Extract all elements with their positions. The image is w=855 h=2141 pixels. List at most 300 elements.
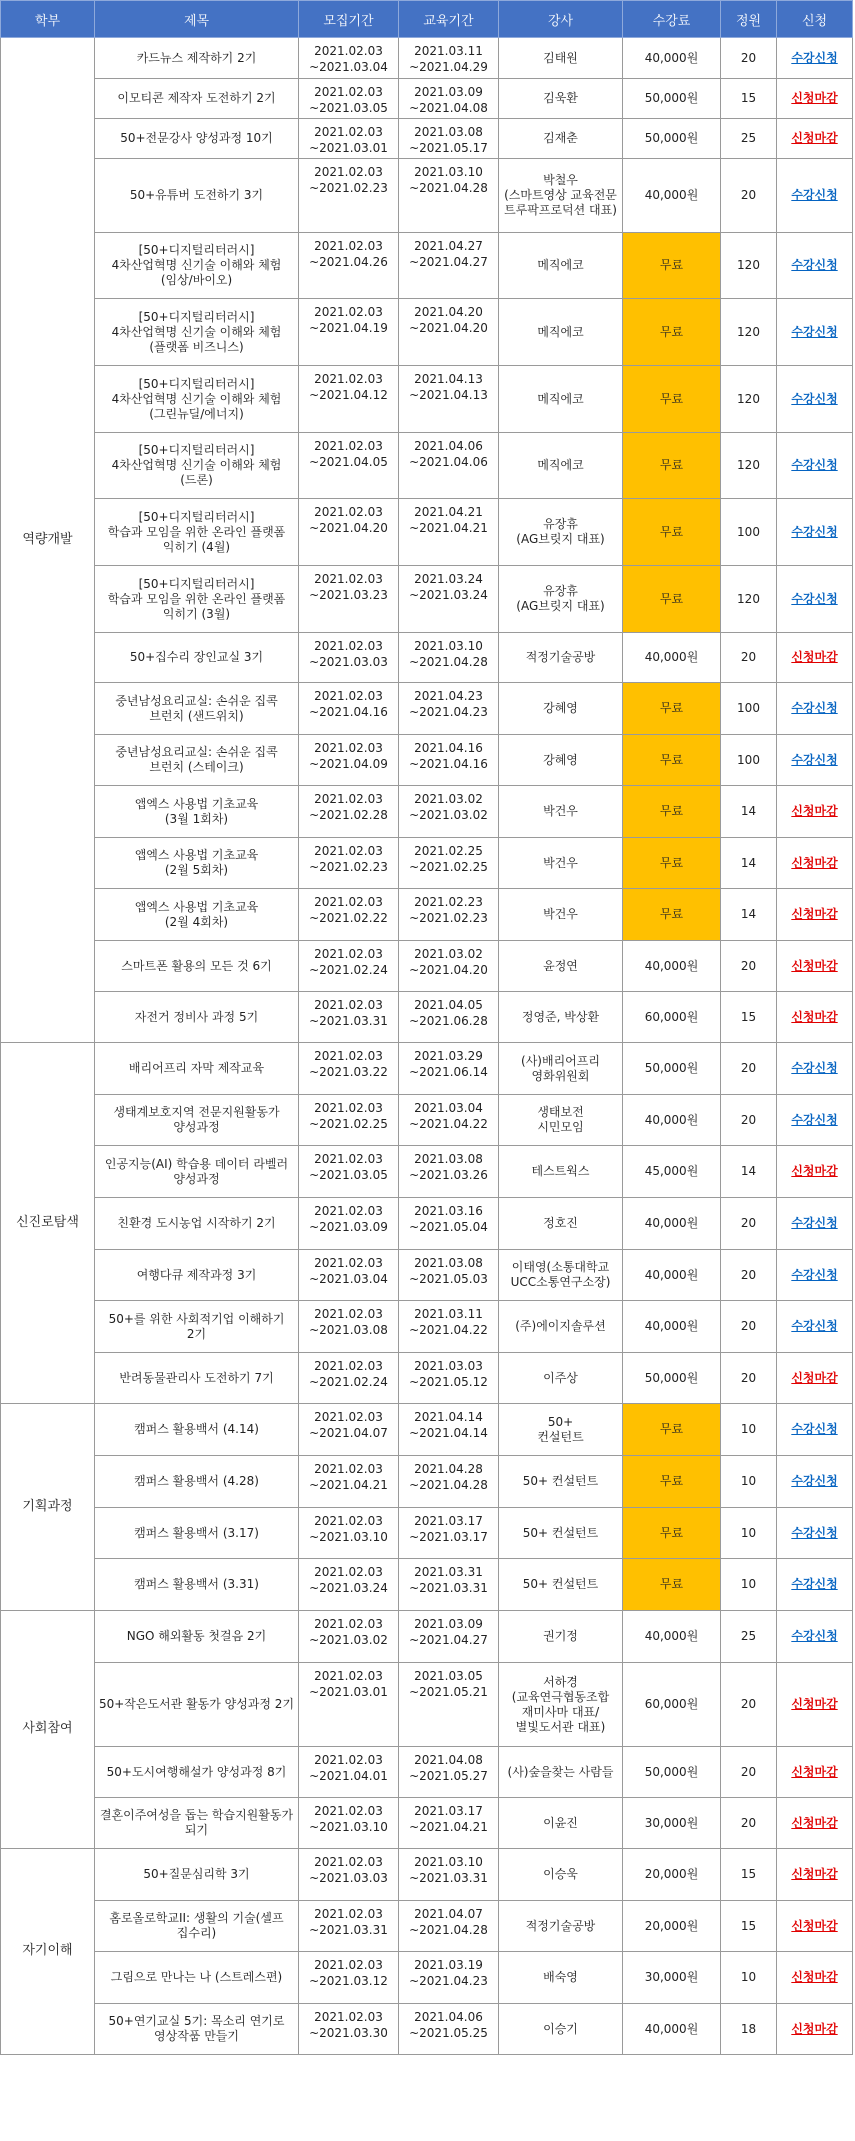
- edu-period-cell: [399, 79, 499, 119]
- apply-cell: [777, 1559, 853, 1611]
- course-title: NGO 해외활동 첫걸음 2기: [95, 1611, 299, 1663]
- apply-closed-link[interactable]: 신청마감: [791, 958, 838, 973]
- table-row: [1, 1952, 853, 2004]
- recruit-end: ~2021.04.09: [309, 757, 388, 771]
- apply-link[interactable]: 수강신청: [791, 1629, 838, 1643]
- instructor: 50+ 컨설턴트: [499, 1508, 623, 1559]
- recruit-period-cell: [299, 119, 399, 159]
- instructor: 정영준, 박상환: [499, 992, 623, 1043]
- instructor: 배숙영: [499, 1952, 623, 2004]
- table-row: [1, 1250, 853, 1301]
- instructor: 강혜영: [499, 735, 623, 786]
- capacity: 14: [721, 1146, 777, 1198]
- edu-period-cell: [399, 566, 499, 633]
- fee: 무료: [623, 433, 721, 499]
- instructor: 박건우: [499, 889, 623, 941]
- edu-period-cell: [399, 1663, 499, 1747]
- edu-period-cell: [399, 1250, 499, 1301]
- apply-link[interactable]: 수강신청: [791, 1061, 838, 1075]
- edu-start: 2021.03.03: [414, 1359, 483, 1373]
- apply-link[interactable]: 수강신청: [791, 701, 838, 715]
- edu-end: ~2021.05.03: [409, 1272, 488, 1286]
- instructor: 메직에코: [499, 366, 623, 433]
- recruit-end: ~2021.03.08: [309, 1323, 388, 1337]
- capacity: 25: [721, 1611, 777, 1663]
- apply-link[interactable]: 수강신청: [791, 1112, 838, 1127]
- course-title: 50+작은도서관 활동가 양성과정 2기: [95, 1663, 299, 1747]
- apply-link[interactable]: 수강신청: [791, 188, 838, 202]
- apply-closed-link[interactable]: 신청마감: [791, 650, 838, 664]
- table-row: [1, 366, 853, 433]
- course-title: 캠퍼스 활용백서 (3.17): [95, 1508, 299, 1559]
- apply-closed-link[interactable]: 신청마감: [791, 131, 838, 145]
- apply-cell: [777, 366, 853, 433]
- fee: 40,000원: [623, 2004, 721, 2055]
- apply-closed-link[interactable]: 신청마감: [791, 1918, 838, 1933]
- apply-link[interactable]: 수강신청: [791, 1216, 838, 1230]
- table-row: [1, 1043, 853, 1095]
- recruit-end: ~2021.03.31: [309, 1014, 388, 1028]
- apply-closed-link[interactable]: 신청마감: [791, 855, 838, 870]
- recruit-period-cell: [299, 38, 399, 79]
- recruit-start: 2021.02.03: [314, 572, 383, 586]
- edu-end: ~2021.04.20: [409, 321, 488, 335]
- edu-period-cell: [399, 1508, 499, 1559]
- table-row: [1, 889, 853, 941]
- apply-link[interactable]: 수강신청: [791, 1577, 838, 1591]
- edu-period-cell: [399, 941, 499, 992]
- capacity: 100: [721, 499, 777, 566]
- table-row: [1, 566, 853, 633]
- edu-period-cell: [399, 1198, 499, 1250]
- apply-link[interactable]: 수강신청: [791, 391, 838, 406]
- apply-link[interactable]: 수강신청: [791, 1422, 838, 1436]
- recruit-end: ~2021.03.22: [309, 1065, 388, 1079]
- capacity: 14: [721, 786, 777, 838]
- fee: 40,000원: [623, 1250, 721, 1301]
- edu-start: 2021.03.02: [414, 792, 483, 806]
- fee: 50,000원: [623, 1353, 721, 1404]
- edu-period-cell: [399, 1301, 499, 1353]
- recruit-start: 2021.02.03: [314, 1410, 383, 1424]
- edu-end: ~2021.04.22: [409, 1323, 488, 1337]
- capacity: 20: [721, 1798, 777, 1849]
- apply-link[interactable]: 수강신청: [791, 1525, 838, 1540]
- edu-end: ~2021.04.28: [409, 181, 488, 195]
- recruit-end: ~2021.02.24: [309, 1375, 388, 1389]
- recruit-start: 2021.02.03: [314, 505, 383, 519]
- course-title: 그림으로 만나는 나 (스트레스편): [95, 1952, 299, 2004]
- fee: 60,000원: [623, 1663, 721, 1747]
- recruit-period-cell: [299, 2004, 399, 2055]
- recruit-start: 2021.02.03: [314, 305, 383, 319]
- apply-closed-link[interactable]: 신청마감: [791, 1164, 838, 1178]
- recruit-period-cell: [299, 1611, 399, 1663]
- edu-end: ~2021.02.25: [409, 860, 488, 874]
- apply-cell: [777, 2004, 853, 2055]
- recruit-end: ~2021.02.22: [309, 911, 388, 925]
- table-row: [1, 1095, 853, 1146]
- edu-end: ~2021.05.04: [409, 1220, 488, 1234]
- apply-closed-link[interactable]: 신청마감: [791, 907, 838, 921]
- apply-cell: [777, 1611, 853, 1663]
- fee: 무료: [623, 1508, 721, 1559]
- capacity: 20: [721, 1095, 777, 1146]
- edu-end: ~2021.06.28: [409, 1014, 488, 1028]
- apply-cell: [777, 433, 853, 499]
- course-title: 캠퍼스 활용백서 (4.28): [95, 1456, 299, 1508]
- edu-start: 2021.03.17: [414, 1804, 483, 1818]
- table-body: [1, 38, 853, 2055]
- edu-start: 2021.03.08: [414, 1256, 483, 1270]
- edu-period-cell: [399, 1146, 499, 1198]
- instructor: 이승기: [499, 2004, 623, 2055]
- edu-start: 2021.03.16: [414, 1204, 483, 1218]
- instructor: (주)에이지솔루션: [499, 1301, 623, 1353]
- apply-cell: [777, 838, 853, 889]
- recruit-start: 2021.02.03: [314, 947, 383, 961]
- course-title: [50+디지털리터러시] 학습과 모임을 위한 온라인 플랫폼 익히기 (3월): [95, 566, 299, 633]
- apply-closed-link[interactable]: 신청마감: [791, 1697, 838, 1711]
- instructor: 박건우: [499, 786, 623, 838]
- apply-cell: [777, 1404, 853, 1456]
- instructor: 김태원: [499, 38, 623, 79]
- edu-start: 2021.03.29: [414, 1049, 483, 1063]
- apply-link[interactable]: 수강신청: [791, 1319, 838, 1333]
- apply-cell: [777, 889, 853, 941]
- capacity: 20: [721, 633, 777, 683]
- instructor: 이태영(소통대학교 UCC소통연구소장): [499, 1250, 623, 1301]
- edu-period-cell: [399, 633, 499, 683]
- instructor: 권기정: [499, 1611, 623, 1663]
- recruit-end: ~2021.04.21: [309, 1478, 388, 1492]
- edu-end: ~2021.03.24: [409, 588, 488, 602]
- instructor: 50+ 컨설턴트: [499, 1456, 623, 1508]
- capacity: 15: [721, 1849, 777, 1901]
- edu-period-cell: [399, 1901, 499, 1952]
- table-row: [1, 1663, 853, 1747]
- recruit-period-cell: [299, 1353, 399, 1404]
- recruit-end: ~2021.04.16: [309, 705, 388, 719]
- recruit-period-cell: [299, 1095, 399, 1146]
- recruit-period-cell: [299, 786, 399, 838]
- fee: 무료: [623, 233, 721, 299]
- recruit-period-cell: [299, 1952, 399, 2004]
- apply-link[interactable]: 수강신청: [791, 524, 838, 539]
- fee: 20,000원: [623, 1901, 721, 1952]
- course-title: 배리어프리 자막 제작교육: [95, 1043, 299, 1095]
- header-dept: 학부: [1, 1, 95, 38]
- apply-cell: [777, 233, 853, 299]
- course-title: 생태계보호지역 전문지원활동가 양성과정: [95, 1095, 299, 1146]
- course-title: 인공지능(AI) 학습용 데이터 라벨러 양성과정: [95, 1146, 299, 1198]
- apply-link[interactable]: 수강신청: [791, 258, 838, 272]
- apply-cell: [777, 1849, 853, 1901]
- course-title: 앱엑스 사용법 기초교육 (2월 5회차): [95, 838, 299, 889]
- fee: 40,000원: [623, 1095, 721, 1146]
- table-row: [1, 1353, 853, 1404]
- table-row: [1, 941, 853, 992]
- edu-start: 2021.04.06: [414, 2010, 483, 2024]
- edu-period-cell: [399, 38, 499, 79]
- dept-cell: 자기이해: [1, 1849, 95, 2055]
- table-row: [1, 299, 853, 366]
- edu-period-cell: [399, 499, 499, 566]
- capacity: 20: [721, 1353, 777, 1404]
- course-title: 50+를 위한 사회적기업 이해하기 2기: [95, 1301, 299, 1353]
- instructor: (사)숲을찾는 사람들: [499, 1747, 623, 1798]
- recruit-period-cell: [299, 1456, 399, 1508]
- apply-link[interactable]: 수강신청: [791, 591, 838, 606]
- instructor: 이승욱: [499, 1849, 623, 1901]
- apply-cell: [777, 1901, 853, 1952]
- apply-closed-link[interactable]: 신청마감: [791, 1867, 838, 1881]
- recruit-start: 2021.02.03: [314, 741, 383, 755]
- fee: 30,000원: [623, 1798, 721, 1849]
- dept-cell: 사회참여: [1, 1611, 95, 1849]
- recruit-end: ~2021.03.30: [309, 2026, 388, 2040]
- edu-end: ~2021.06.14: [409, 1065, 488, 1079]
- recruit-end: ~2021.03.23: [309, 588, 388, 602]
- table-row: [1, 159, 853, 233]
- fee: 40,000원: [623, 1198, 721, 1250]
- edu-start: 2021.03.19: [414, 1958, 483, 1972]
- apply-closed-link[interactable]: 신청마감: [791, 804, 838, 818]
- recruit-end: ~2021.03.03: [309, 1871, 388, 1885]
- apply-cell: [777, 1663, 853, 1747]
- apply-closed-link[interactable]: 신청마감: [791, 1970, 838, 1984]
- capacity: 120: [721, 433, 777, 499]
- edu-period-cell: [399, 889, 499, 941]
- fee: 50,000원: [623, 1043, 721, 1095]
- recruit-end: ~2021.03.31: [309, 1923, 388, 1937]
- fee: 45,000원: [623, 1146, 721, 1198]
- capacity: 10: [721, 1404, 777, 1456]
- edu-period-cell: [399, 1559, 499, 1611]
- recruit-end: ~2021.04.05: [309, 455, 388, 469]
- table-row: [1, 1747, 853, 1798]
- recruit-start: 2021.02.03: [314, 844, 383, 858]
- course-title: 홈로올로학교II: 생활의 기술(셀프 집수리): [95, 1901, 299, 1952]
- edu-end: ~2021.05.12: [409, 1375, 488, 1389]
- recruit-start: 2021.02.03: [314, 125, 383, 139]
- fee: 무료: [623, 499, 721, 566]
- edu-start: 2021.04.13: [414, 372, 483, 386]
- recruit-end: ~2021.04.19: [309, 321, 388, 335]
- fee: 무료: [623, 786, 721, 838]
- recruit-end: ~2021.03.01: [309, 141, 388, 155]
- edu-start: 2021.03.17: [414, 1514, 483, 1528]
- apply-closed-link[interactable]: 신청마감: [791, 1370, 838, 1385]
- instructor: 50+ 컨설턴트: [499, 1404, 623, 1456]
- capacity: 120: [721, 299, 777, 366]
- table-row: [1, 119, 853, 159]
- recruit-start: 2021.02.03: [314, 2010, 383, 2024]
- capacity: 120: [721, 566, 777, 633]
- edu-end: ~2021.02.23: [409, 911, 488, 925]
- capacity: 20: [721, 1301, 777, 1353]
- edu-period-cell: [399, 1404, 499, 1456]
- table-row: [1, 1798, 853, 1849]
- edu-start: 2021.03.09: [414, 85, 483, 99]
- recruit-start: 2021.02.03: [314, 1049, 383, 1063]
- header-apply: 신청: [777, 1, 853, 38]
- recruit-end: ~2021.03.04: [309, 1272, 388, 1286]
- recruit-start: 2021.02.03: [314, 1101, 383, 1115]
- apply-link[interactable]: 수강신청: [791, 1267, 838, 1282]
- table-row: [1, 992, 853, 1043]
- recruit-start: 2021.02.03: [314, 85, 383, 99]
- recruit-period-cell: [299, 992, 399, 1043]
- fee: 40,000원: [623, 38, 721, 79]
- table-row: [1, 735, 853, 786]
- recruit-period-cell: [299, 838, 399, 889]
- recruit-start: 2021.02.03: [314, 165, 383, 179]
- recruit-start: 2021.02.03: [314, 1152, 383, 1166]
- edu-start: 2021.03.08: [414, 125, 483, 139]
- apply-closed-link[interactable]: 신청마감: [791, 2021, 838, 2036]
- recruit-period-cell: [299, 566, 399, 633]
- table-row: [1, 1901, 853, 1952]
- edu-end: ~2021.03.26: [409, 1168, 488, 1182]
- recruit-period-cell: [299, 735, 399, 786]
- recruit-start: 2021.02.03: [314, 895, 383, 909]
- apply-cell: [777, 299, 853, 366]
- header-row: [1, 1, 853, 38]
- edu-period-cell: [399, 1747, 499, 1798]
- apply-cell: [777, 941, 853, 992]
- dept-cell: 역량개발: [1, 38, 95, 1043]
- apply-cell: [777, 79, 853, 119]
- recruit-period-cell: [299, 1404, 399, 1456]
- edu-period-cell: [399, 992, 499, 1043]
- edu-end: ~2021.05.21: [409, 1685, 488, 1699]
- fee: 40,000원: [623, 1301, 721, 1353]
- edu-start: 2021.03.04: [414, 1101, 483, 1115]
- capacity: 20: [721, 38, 777, 79]
- header-instructor: 강사: [499, 1, 623, 38]
- table-row: [1, 683, 853, 735]
- edu-start: 2021.04.05: [414, 998, 483, 1012]
- edu-start: 2021.03.11: [414, 44, 483, 58]
- instructor: 이윤진: [499, 1798, 623, 1849]
- apply-closed-link[interactable]: 신청마감: [791, 91, 838, 105]
- edu-end: ~2021.04.28: [409, 1478, 488, 1492]
- instructor: 메직에코: [499, 299, 623, 366]
- course-title: 캠퍼스 활용백서 (3.31): [95, 1559, 299, 1611]
- edu-end: ~2021.04.23: [409, 1974, 488, 1988]
- table-row: [1, 1198, 853, 1250]
- recruit-start: 2021.02.03: [314, 1753, 383, 1767]
- edu-start: 2021.04.21: [414, 505, 483, 519]
- course-title: 50+집수리 장인교실 3기: [95, 633, 299, 683]
- table-row: [1, 1301, 853, 1353]
- apply-cell: [777, 1952, 853, 2004]
- recruit-period-cell: [299, 1250, 399, 1301]
- recruit-start: 2021.02.03: [314, 1307, 383, 1321]
- capacity: 18: [721, 2004, 777, 2055]
- instructor: 이주상: [499, 1353, 623, 1404]
- edu-start: 2021.03.05: [414, 1669, 483, 1683]
- course-title: 50+도시여행해설가 양성과정 8기: [95, 1747, 299, 1798]
- course-title: 50+유튜버 도전하기 3기: [95, 159, 299, 233]
- recruit-start: 2021.02.03: [314, 792, 383, 806]
- table-row: [1, 1146, 853, 1198]
- course-title: 반려동물관리사 도전하기 7기: [95, 1353, 299, 1404]
- edu-start: 2021.03.11: [414, 1307, 483, 1321]
- instructor: 적정기술공방: [499, 1901, 623, 1952]
- fee: 60,000원: [623, 992, 721, 1043]
- recruit-end: ~2021.02.23: [309, 181, 388, 195]
- apply-cell: [777, 1095, 853, 1146]
- apply-link[interactable]: 수강신청: [791, 1474, 838, 1488]
- apply-cell: [777, 992, 853, 1043]
- recruit-start: 2021.02.03: [314, 1958, 383, 1972]
- recruit-period-cell: [299, 1301, 399, 1353]
- capacity: 25: [721, 119, 777, 159]
- edu-end: ~2021.05.25: [409, 2026, 488, 2040]
- edu-end: ~2021.04.14: [409, 1426, 488, 1440]
- capacity: 120: [721, 366, 777, 433]
- recruit-period-cell: [299, 1849, 399, 1901]
- recruit-period-cell: [299, 1508, 399, 1559]
- apply-cell: [777, 683, 853, 735]
- apply-cell: [777, 1198, 853, 1250]
- apply-link[interactable]: 수강신청: [791, 324, 838, 339]
- recruit-end: ~2021.03.12: [309, 1974, 388, 1988]
- apply-link[interactable]: 수강신청: [791, 50, 838, 65]
- recruit-period-cell: [299, 1146, 399, 1198]
- recruit-period-cell: [299, 79, 399, 119]
- edu-start: 2021.02.23: [414, 895, 483, 909]
- instructor: 테스트웍스: [499, 1146, 623, 1198]
- apply-closed-link[interactable]: 신청마감: [791, 1009, 838, 1024]
- apply-link[interactable]: 수강신청: [791, 752, 838, 767]
- course-title: 스마트폰 활용의 모든 것 6기: [95, 941, 299, 992]
- edu-end: ~2021.03.02: [409, 808, 488, 822]
- recruit-end: ~2021.03.05: [309, 101, 388, 115]
- course-title: 50+연기교실 5기: 목소리 연기로 영상작품 만들기: [95, 2004, 299, 2055]
- edu-period-cell: [399, 299, 499, 366]
- apply-cell: [777, 1353, 853, 1404]
- recruit-start: 2021.02.03: [314, 1514, 383, 1528]
- recruit-end: ~2021.02.24: [309, 963, 388, 977]
- capacity: 100: [721, 735, 777, 786]
- edu-period-cell: [399, 1798, 499, 1849]
- course-title: 앱엑스 사용법 기초교육 (2월 4회차): [95, 889, 299, 941]
- course-title: [50+디지털리터러시] 학습과 모임을 위한 온라인 플랫폼 익히기 (4월): [95, 499, 299, 566]
- edu-start: 2021.04.16: [414, 741, 483, 755]
- edu-start: 2021.02.25: [414, 844, 483, 858]
- edu-period-cell: [399, 366, 499, 433]
- course-title: 여행다큐 제작과정 3기: [95, 1250, 299, 1301]
- recruit-start: 2021.02.03: [314, 1565, 383, 1579]
- table-row: [1, 233, 853, 299]
- recruit-end: ~2021.03.04: [309, 60, 388, 74]
- course-title: 캠퍼스 활용백서 (4.14): [95, 1404, 299, 1456]
- capacity: 15: [721, 1901, 777, 1952]
- apply-closed-link[interactable]: 신청마감: [791, 1764, 838, 1779]
- apply-link[interactable]: 수강신청: [791, 458, 838, 472]
- fee: 50,000원: [623, 79, 721, 119]
- edu-end: ~2021.04.28: [409, 1923, 488, 1937]
- recruit-end: ~2021.03.10: [309, 1820, 388, 1834]
- capacity: 20: [721, 1663, 777, 1747]
- edu-period-cell: [399, 2004, 499, 2055]
- apply-cell: [777, 1747, 853, 1798]
- apply-closed-link[interactable]: 신청마감: [791, 1815, 838, 1830]
- fee: 무료: [623, 838, 721, 889]
